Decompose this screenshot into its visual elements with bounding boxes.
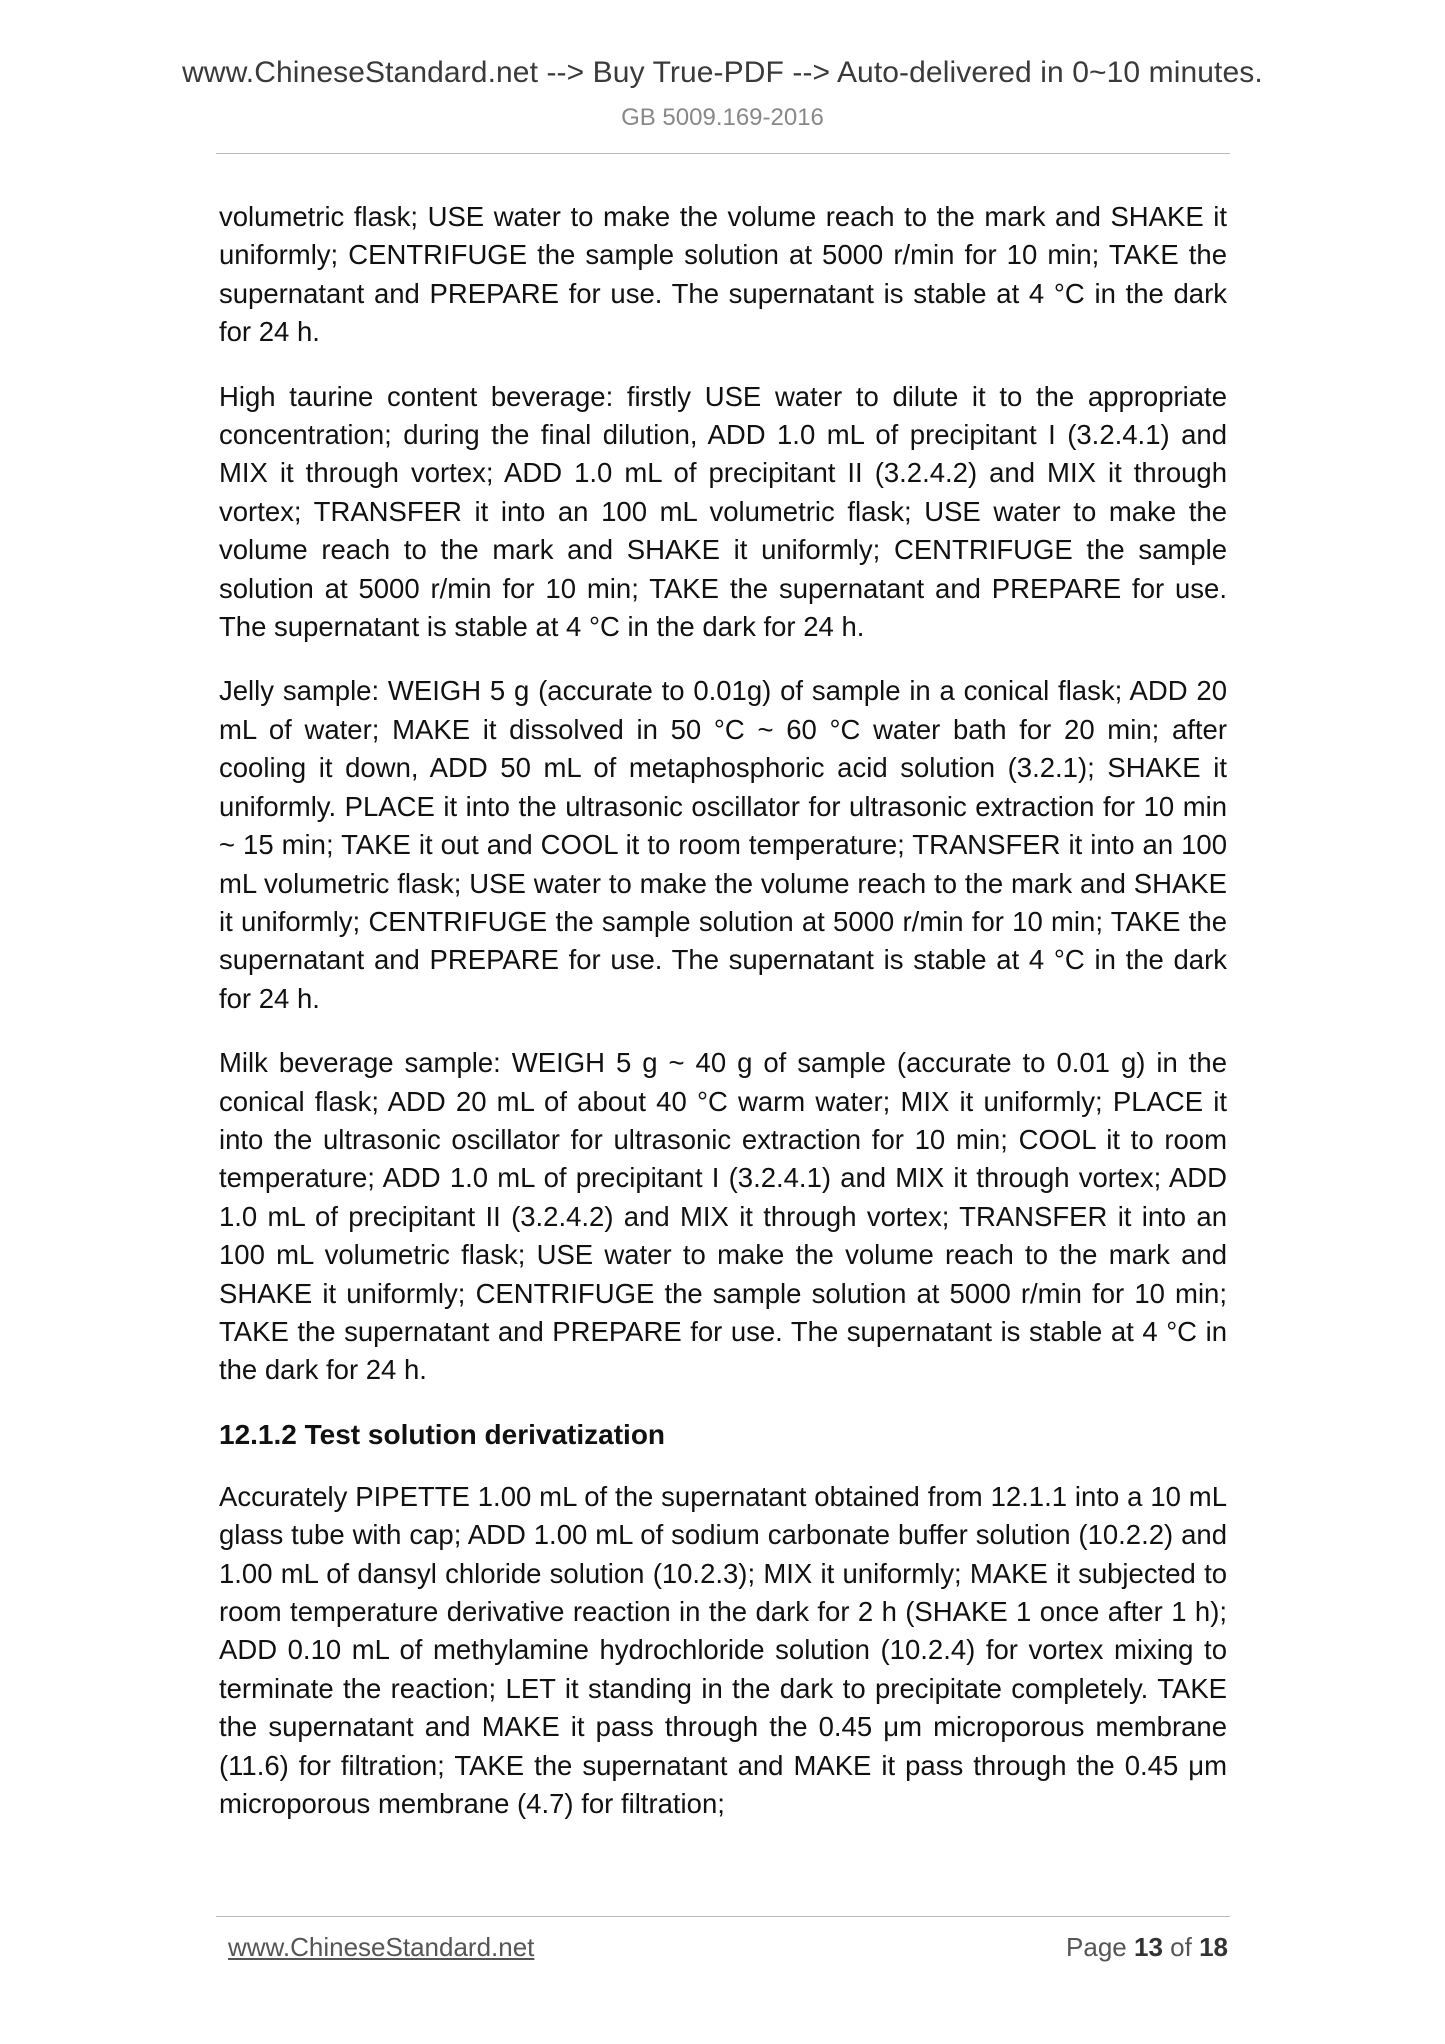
paragraph: volumetric flask; USE water to make the volume reach to the mark and SHAKE it uniformly; CENTRIFUGE the sample solution at 5000 r/min for 10 min; TAKE the supernatant and PREPARE for use. The supernatant is stable at 4 °C in the dark for 24 h. <box>219 201 1227 348</box>
of-word: of <box>1170 1932 1192 1962</box>
section-heading: 12.1.2 Test solution derivatization <box>219 1418 666 1450</box>
paragraph: Milk beverage sample: WEIGH 5 g ~ 40 g of sample (accurate to 0.01 g) in the conical flask; ADD 20 mL of about 40 °C warm water; MIX it uniformly; PLACE it into the ultrasonic oscillator for ultrasonic extraction for 10 min; COOL it to room temperature; ADD 1.0 mL of precipitant I (3.2.4.1) and MIX it through vortex; ADD 1.0 mL of precipitant II (3.2.4.2) and MIX it through vortex; TRANSFER it into an 100 mL volumetric flask; USE water to make the volume reach to the mark and SHAKE it uniformly; CENTRIFUGE the sample solution at 5000 r/min for 10 min; TAKE the supernatant and PREPARE for use. The supernatant is stable at 4 °C in the dark for 24 h. <box>219 1047 1227 1386</box>
footer-divider <box>216 1916 1230 1917</box>
page-number <box>1066 1932 1228 1963</box>
document-body <box>219 198 1227 1849</box>
page-footer <box>228 1932 1228 1968</box>
page-word: Page <box>1066 1932 1127 1962</box>
header-banner: www.ChineseStandard.net --> Buy True-PDF --> Auto-delivered in 0~10 minutes. <box>182 56 1263 89</box>
current-page: 13 <box>1134 1932 1163 1962</box>
paragraph: High taurine content beverage: firstly USE water to dilute it to the appropriate concentration; during the final dilution, ADD 1.0 mL of precipitant I (3.2.4.1) and MIX it through vortex; ADD 1.0 mL of precipitant II (3.2.4.2) and MIX it through vortex; TRANSFER it into an 100 mL volumetric flask; USE water to make the volume reach to the mark and SHAKE it uniformly; CENTRIFUGE the sample solution at 5000 r/min for 10 min; TAKE the supernatant and PREPARE for use. The supernatant is stable at 4 °C in the dark for 24 h. <box>219 380 1227 643</box>
paragraph: Jelly sample: WEIGH 5 g (accurate to 0.01g) of sample in a conical flask; ADD 20 mL of water; MAKE it dissolved in 50 °C ~ 60 °C water bath for 20 min; after cooling it down, ADD 50 mL of metaphosphoric acid solution (3.2.1); SHAKE it uniformly. PLACE it into the ultrasonic oscillator for ultrasonic extraction for 10 min ~ 15 min; TAKE it out and COOL it to room temperature; TRANSFER it into an 100 mL volumetric flask; USE water to make the volume reach to the mark and SHAKE it uniformly; CENTRIFUGE the sample solution at 5000 r/min for 10 min; TAKE the supernatant and PREPARE for use. The supernatant is stable at 4 °C in the dark for 24 h. <box>219 675 1227 1014</box>
header-divider <box>216 153 1230 154</box>
paragraph: Accurately PIPETTE 1.00 mL of the supernatant obtained from 12.1.1 into a 10 mL glass tube with cap; ADD 1.00 mL of sodium carbonate buffer solution (10.2.2) and 1.00 mL of dansyl chloride solution (10.2.3); MIX it uniformly; MAKE it subjected to room temperature derivative reaction in the dark for 2 h (SHAKE 1 once after 1 h); ADD 0.10 mL of methylamine hydrochloride solution (10.2.4) for vortex mixing to terminate the reaction; LET it standing in the dark to precipitate completely. TAKE the supernatant and MAKE it pass through the 0.45 μm microporous membrane (11.6) for filtration; TAKE the supernatant and MAKE it pass through the 0.45 μm microporous membrane (4.7) for filtration; <box>219 1480 1227 1820</box>
footer-website-link[interactable]: www.ChineseStandard.net <box>228 1932 535 1962</box>
standard-id: GB 5009.169-2016 <box>621 104 824 131</box>
total-pages: 18 <box>1199 1932 1228 1962</box>
